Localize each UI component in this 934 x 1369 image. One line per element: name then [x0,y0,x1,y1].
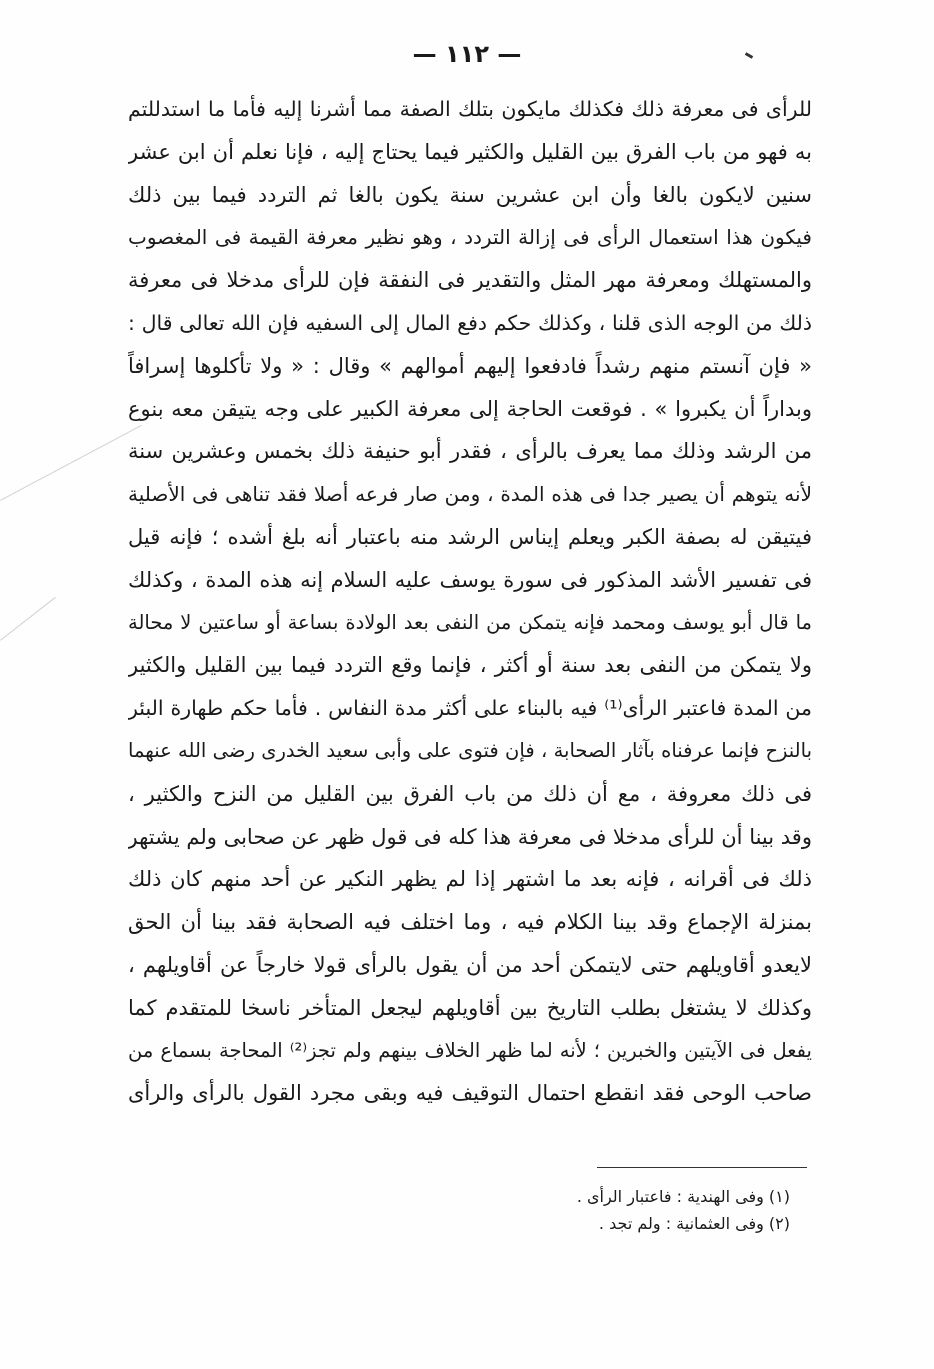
text-line: لايعدو أقاويلهم حتى لايتمكن أحد من أن يقول بالرأى قولا خارجاً عن أقاويلهم ، [128,952,812,977]
text-line: للرأى فى معرفة ذلك فكذلك مايكون بتلك الصفة مما أشرنا إليه فأما ما استدللتم [128,97,812,121]
text-line: « فإن آنستم منهم رشداً فادفعوا إليهم أموالهم » وقال : « ولا تأكلوها إسرافاً [128,353,812,378]
text-line: من الرشد وذلك مما يعرف بالرأى ، فقدر أبو حنيفة ذلك بخمس وعشرين سنة [128,439,812,464]
text-line: والمستهلك ومعرفة مهر المثل والتقدير فى النفقة فإن للرأى مدخلا فى معرفة [128,268,812,293]
text-line: وبداراً أن يكبروا » . فوقعت الحاجة إلى معرفة الكبير على وجه يتيقن معه بنوع [128,396,812,421]
page-number: — ١١٢ — [412,40,522,68]
text-line: ذلك من الوجه الذى قلنا ، وكذلك حكم دفع المال إلى السفيه فإن الله تعالى قال : [128,310,812,335]
footnotes [460,1183,790,1237]
footnote-divider [597,1167,807,1168]
text-line: ذلك فى أقرانه ، فإنه بعد ما اشتهر إذا لم يظهر النكير عن أحد منهم كان ذلك [128,867,812,892]
scan-artifact-line [0,425,142,501]
scan-artifact-line [0,597,56,641]
footnote: (١) وفى الهندية : فاعتبار الرأى . [576,1187,790,1206]
text-line: فيكون هذا استعمال الرأى فى إزالة التردد ، وهو نظير معرفة القيمة فى المغصوب [128,225,812,250]
text-line: فى تفسير الأشد المذكور فى سورة يوسف عليه السلام إنه هذه المدة ، وكذلك [128,567,812,592]
text-line: لأنه يتوهم أن يصير جدا فى هذه المدة ، ومن صار فرعه أصلا فقد تناهى فى الأصلية [128,482,812,507]
main-text-block [128,88,812,1115]
text-line: به فهو من باب الفرق بين القليل والكثير فيما يحتاج إليه ، فإنا نعلم أن ابن عشر [128,139,812,164]
text-line: وقد بينا أن للرأى مدخلا فى معرفة هذا كله فى قول ظهر عن صحابى ولم يشتهر [128,824,812,849]
text-line: بالنزح فإنما عرفناه بآثار الصحابة ، فإن فتوى على وأبى سعيد الخدرى رضى الله عنهما [128,738,812,762]
text-line: بمنزلة الإجماع وقد بينا الكلام فيه ، وما اختلف فيه الصحابة فقد بينا أن الحق [128,910,812,935]
text-line: فى ذلك معروفة ، مع أن ذلك من باب الفرق بين القليل من النزح والكثير ، [128,781,812,806]
text-line: ولا يتمكن من النفى بعد سنة أو أكثر ، فإنما وقع التردد فيما بين القليل والكثير [128,653,812,678]
text-line: صاحب الوحى فقد انقطع احتمال التوقيف فيه وبقى مجرد القول بالرأى والرأى [128,1081,812,1106]
text-line: وكذلك لا يشتغل بطلب التاريخ بين أقاويلهم ليجعل المتأخر ناسخا للمتقدم كما [128,995,812,1020]
text-line: ما قال أبو يوسف ومحمد فإنه يتمكن من النفى بعد الولادة بساعة أو ساعتين لا محالة [128,610,812,634]
text-line: فيتيقن له بصفة الكبر ويعلم إيناس الرشد منه باعتبار أنه بلغ أشده ؛ فإنه قيل [128,524,812,549]
footnote: (٢) وفى العثمانية : ولم تجد . [598,1214,790,1233]
text-line: سنين لايكون بالغا وأن ابن عشرين سنة يكون بالغا ثم التردد فيما بين ذلك [128,182,812,207]
text-line: يفعل فى الآيتين والخبرين ؛ لأنه لما ظهر الخلاف بينهم ولم تجز⁽²⁾ المحاجة بسماع من [128,1038,812,1062]
text-line: من المدة فاعتبر الرأى⁽¹⁾ فيه بالبناء على أكثر مدة النفاس . فأما حكم طهارة البئر [128,696,812,721]
